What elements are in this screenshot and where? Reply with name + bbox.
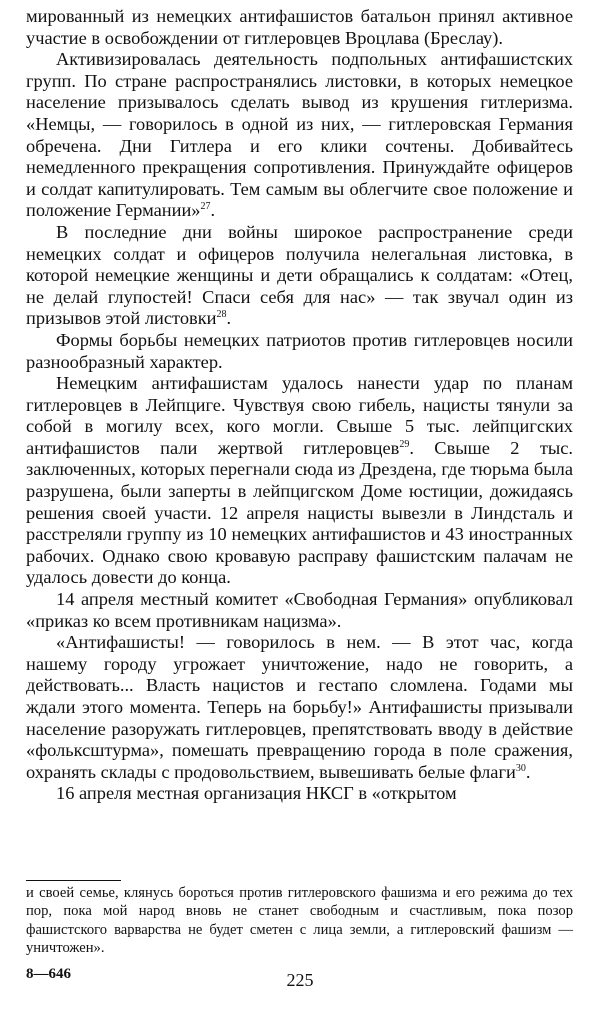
paragraph	[26, 6, 573, 49]
page-number: 225	[286, 970, 314, 990]
paragraph-text: 14 апреля местный комитет «Свободная Германия» опубликовал «приказ ко всем противникам нацизма».	[26, 589, 573, 631]
paragraph-text: В последние дни войны широкое распространение среди немецких солдат и офицеров получила нелегальная листовка, в которой немецкие женщины и дети обращались к солдатам: «Отец, не делай глупостей! Спаси себя для нас» — так звучал один из призывов этой листовки	[26, 221, 573, 329]
footnote-ref: 27	[200, 201, 211, 213]
paragraph-end: .	[525, 761, 531, 782]
footnote-ref: 30	[515, 762, 526, 774]
paragraph-text: «Антифашисты! — говорилось в нем. — В этот час, когда нашему городу угрожает уничтожение, надо не говорить, а действовать... Власть нацистов и гестапо сломлена. Годами мы ждали этого момента. Теперь на борьбу!» Антифашисты призывали население разоружать гитлеровцев, препятствовать вводу в действие «фольксштурма», помешать превращению города в поле сражения, охранять склады с продовольствием, вывешивать белые флаги	[26, 632, 573, 782]
footnote-ref: 28	[216, 309, 227, 321]
paragraph-text: Формы борьбы немецких патриотов против гитлеровцев носили разнообразный характер.	[26, 329, 573, 372]
paragraph	[26, 49, 573, 222]
paragraph-text: Немецким антифашистам удалось нанести удар по планам гитлеровцев в Лейпциге. Чувствуя свою гибель, нацисты тянули за собой в могилу всех, кого могли. Свыше 5 тыс. лейпцигских антифашистов пали жертвой гитлеровцев	[26, 373, 573, 458]
paragraph	[26, 373, 573, 589]
paragraph-text: 16 апреля местная организация НКСГ в «открытом	[56, 783, 457, 804]
paragraph	[26, 589, 573, 632]
paragraph-text: . Свыше 2 тыс. заключенных, которых перегнали сюда из Дрездена, где тюрьма была разрушена, были заперты в лейпцигском Доме юстиции, дожидаясь решения своей участи. 12 апреля нацисты вывезли в Линдсталь и расстреляли группу из 10 немецких антифашистов и 43 иностранных рабочих. Однако свою кровавую расправу фашистским палачам не удалось довести до конца.	[26, 437, 573, 588]
footnote-ref: 29	[399, 438, 410, 450]
main-text	[26, 6, 573, 805]
paragraph-text: мированный из немецких антифашистов батальон принял активное участие в освобождении от гитлеровцев Вроцлава (Бреслау).	[26, 6, 573, 48]
paragraph-text: Активизировалась деятельность подпольных антифашистских групп. По стране распространялись листовки, в которых немецкое население призывалось сделать вывод из крушения гитлеризма. «Немцы, — говорилось в одной из них, — гитлеровская Германия обречена. Дни Гитлера и его клики сочтены. Добивайтесь немедленного прекращения сопротивления. Принуждайте офицеров и солдат капитулировать. Тем самым вы облегчите свое положение и положение Германии»	[26, 49, 573, 221]
footnote-text: и своей семье, клянусь бороться против гитлеровского фашизма и его режима до тех пор, пока мой народ вновь не станет свободным и счастливым, пока позор фашистского варварства не будет сметен с лица земли, а гитлеровский фашизм — уничтожен».	[26, 885, 573, 957]
paragraph	[26, 783, 573, 805]
paragraph-end: .	[226, 308, 232, 329]
paragraph	[26, 632, 573, 783]
paragraph	[26, 222, 573, 330]
paragraph-end: .	[210, 200, 216, 221]
footnote	[26, 884, 573, 958]
paragraph	[26, 330, 573, 373]
printer-signature: 8—646	[26, 966, 71, 982]
footnote-divider	[26, 880, 121, 881]
